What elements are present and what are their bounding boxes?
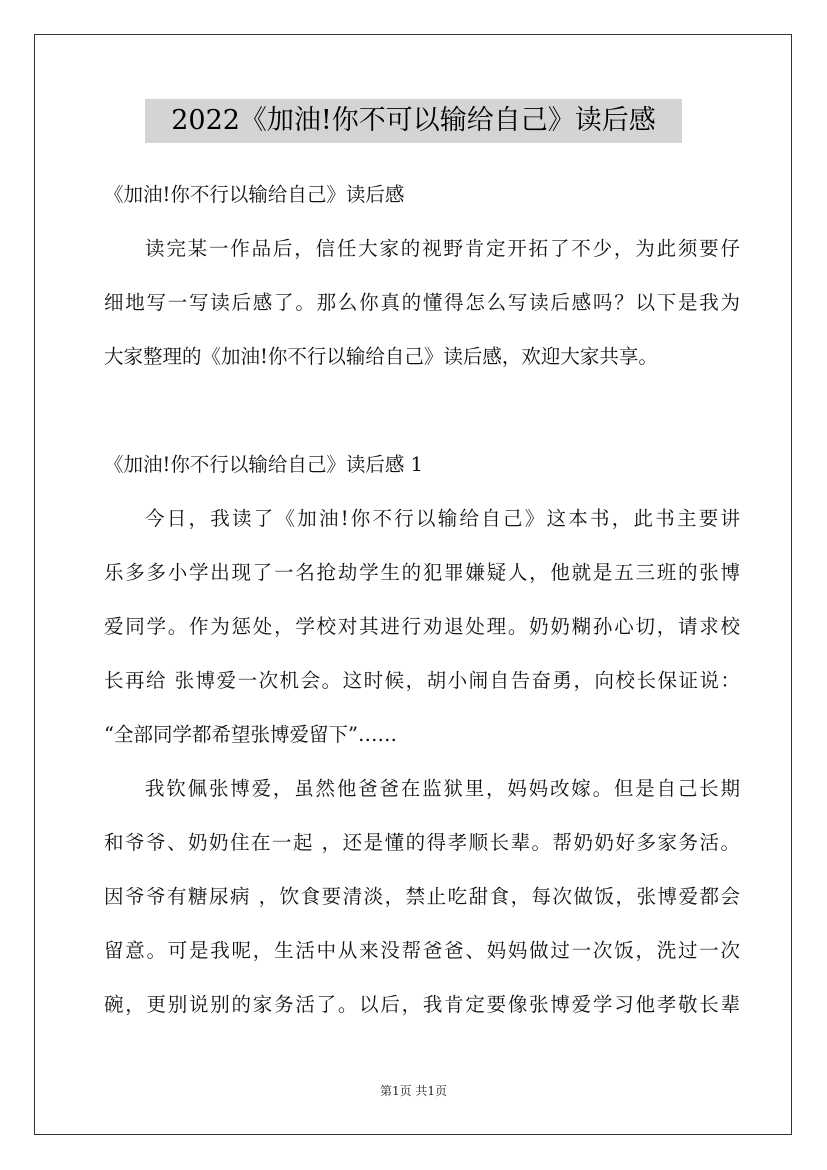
section1-p1-line-2: 乐多多小学出现了一名抢劫学生的犯罪嫌疑人，他就是五三班的张博 (104, 561, 740, 584)
intro-line-1: 读完某一作品后，信任大家的视野肯定开拓了不少，为此须要仔 (145, 237, 740, 260)
section1-p2-line-1: 我钦佩张博爱，虽然他爸爸在监狱里，妈妈改嫁。但是自己长期 (145, 777, 740, 800)
section1-p2-line-4: 留意。可是我呢，生活中从来没帮爸爸、妈妈做过一次饭，洗过一次 (104, 939, 740, 962)
document-title: 2022《加油!你不可以输给自己》读后感 (145, 99, 682, 143)
page-number-footer: 第1页 共1页 (379, 1084, 448, 1098)
intro-line-3: 大家整理的《加油!你不行以输给自己》读后感，欢迎大家共享。 (104, 345, 658, 368)
section1-p2-line-2: 和爷爷、奶奶住在一起 ，还是懂的得孝顺长辈。帮奶奶好多家务活。 (104, 831, 740, 854)
intro-line-2: 细地写一写读后感了。那么你真的懂得怎么写读后感吗？以下是我为 (104, 291, 740, 314)
section1-heading: 《加油!你不行以输给自己》读后感 1 (104, 453, 423, 476)
intro-heading: 《加油!你不行以输给自己》读后感 (104, 183, 405, 206)
section1-p1-line-4: 长再给 张博爱一次机会。这时候，胡小闹自告奋勇，向校长保证说： (104, 669, 740, 692)
section1-p1-line-3: 爱同学。作为惩处，学校对其进行劝退处理。奶奶糊孙心切，请求校 (104, 615, 740, 638)
section1-p2-line-3: 因爷爷有糖尿病 ，饮食要清淡，禁止吃甜食，每次做饭，张博爱都会 (104, 885, 740, 908)
section1-p2-line-5: 碗，更别说别的家务活了。以后，我肯定要像张博爱学习他孝敬长辈 (104, 993, 740, 1016)
section1-p1-line-5: “全部同学都希望张博爱留下”…… (104, 723, 397, 746)
section1-p1-line-1: 今日，我读了《加油!你不行以输给自己》这本书，此书主要讲 (145, 507, 740, 530)
